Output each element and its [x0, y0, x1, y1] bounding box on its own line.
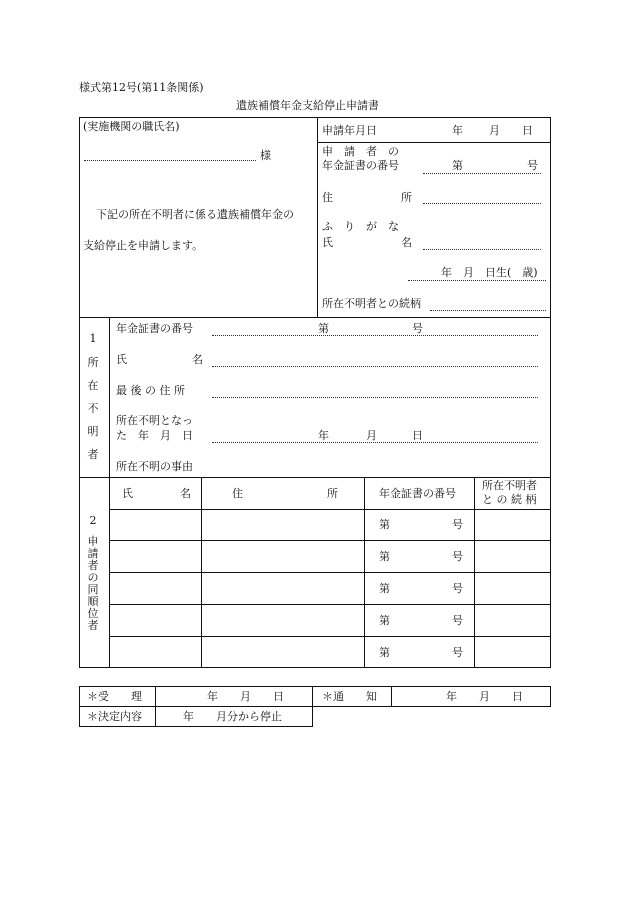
section2-row-line-2 [109, 540, 551, 541]
missing-date-line [212, 442, 538, 443]
row5-cert-dai: 第 [379, 646, 390, 659]
birth-line [408, 280, 546, 281]
applicant-cert-gou: 号 [527, 159, 538, 172]
row2-cert-dai: 第 [379, 550, 390, 563]
name-label-1: 氏 [322, 236, 333, 249]
body-text-2: 支給停止を申請します。 [83, 239, 204, 252]
section1-number: 1 [89, 332, 97, 345]
date-year: 年 [452, 124, 463, 137]
relation-label: 所在不明者との続柄 [322, 297, 421, 310]
recipient-label: (実施機関の職氏名) [83, 120, 180, 133]
recipient-line [84, 160, 256, 161]
missing-name-line [212, 366, 538, 367]
header-cert: 年金証書の番号 [379, 487, 456, 500]
notice-date: 年 月 日 [446, 690, 523, 703]
notice-label: ＊通 知 [322, 690, 377, 703]
section1-vertical-label: 所 在 不 明 者 [87, 356, 99, 461]
form-title: 遺族補償年金支給停止申請書 [236, 99, 379, 112]
last-address-label: 最 後 の 住 所 [116, 384, 185, 397]
header-relation-1: 所在不明者 [482, 479, 537, 492]
footer-left-edge [79, 706, 80, 727]
body-text-1: 下記の所在不明者に係る遺族補償年金の [96, 208, 294, 221]
decision-value: 年 月分から停止 [183, 710, 282, 723]
section2-row-line-5 [109, 636, 551, 637]
row4-cert-gou: 号 [452, 614, 463, 627]
birth-text: 年 月 日生( 歳) [441, 266, 538, 279]
applicant-cert-label-2: 年金証書の番号 [322, 159, 399, 172]
row4-cert-dai: 第 [379, 614, 390, 627]
missing-name-label-1: 氏 [116, 353, 127, 366]
section2-row-line-1 [109, 509, 551, 510]
footer-col-line-2 [312, 686, 313, 727]
name-line [423, 249, 541, 250]
missing-cert-line [212, 335, 538, 336]
missing-date-day: 日 [412, 429, 423, 442]
missing-date-year: 年 [318, 429, 329, 442]
received-date: 年 月 日 [207, 690, 284, 703]
date-month: 月 [489, 124, 500, 137]
header-name-1: 氏 [122, 487, 133, 500]
missing-date-month: 月 [366, 429, 377, 442]
applicant-cert-dai: 第 [452, 159, 463, 172]
relation-line [430, 310, 546, 311]
footer-col-line-3 [391, 686, 392, 707]
section2-vertical-label: 申 請 者 の 同 順 位 者 [87, 535, 99, 632]
section2-row-line-3 [109, 572, 551, 573]
applicant-cert-line [423, 173, 541, 174]
header-address-2: 所 [327, 487, 338, 500]
row1-cert-dai: 第 [379, 518, 390, 531]
section2-number: 2 [89, 514, 97, 527]
furigana-label: ふ り が な [322, 220, 399, 233]
applicant-cert-label-1: 申 請 者 の [322, 145, 399, 158]
top-divider [317, 117, 318, 318]
form-number: 様式第12号(第11条関係) [79, 81, 204, 94]
missing-reason-label: 所在不明の事由 [116, 460, 193, 473]
missing-date-label-2: た 年 月 日 [116, 429, 193, 442]
address-label-2: 所 [401, 191, 412, 204]
section1-divider [109, 317, 110, 478]
row3-cert-dai: 第 [379, 582, 390, 595]
header-relation-2: と の 続 柄 [482, 493, 537, 506]
missing-cert-dai: 第 [318, 322, 329, 335]
sama-text: 様 [260, 149, 271, 162]
decision-label: ＊決定内容 [87, 710, 142, 723]
header-name-2: 名 [180, 487, 191, 500]
address-line [423, 203, 541, 204]
name-label-2: 名 [401, 236, 412, 249]
application-date-label: 申請年月日 [322, 124, 377, 137]
row3-cert-gou: 号 [452, 582, 463, 595]
row1-cert-gou: 号 [452, 518, 463, 531]
missing-cert-gou: 号 [412, 322, 423, 335]
missing-cert-label: 年金証書の番号 [116, 322, 193, 335]
missing-date-label-1: 所在不明となっ [116, 414, 193, 427]
date-row-divider [317, 142, 551, 143]
row2-cert-gou: 号 [452, 550, 463, 563]
date-day: 日 [522, 124, 533, 137]
footer-bottom-edge [79, 726, 313, 727]
row5-cert-gou: 号 [452, 646, 463, 659]
header-address-1: 住 [232, 487, 243, 500]
missing-name-label-2: 名 [192, 353, 203, 366]
footer-col-line-1 [155, 686, 156, 727]
received-label: ＊受 理 [87, 690, 142, 703]
last-address-line [212, 397, 538, 398]
address-label-1: 住 [322, 191, 333, 204]
section2-row-line-4 [109, 604, 551, 605]
